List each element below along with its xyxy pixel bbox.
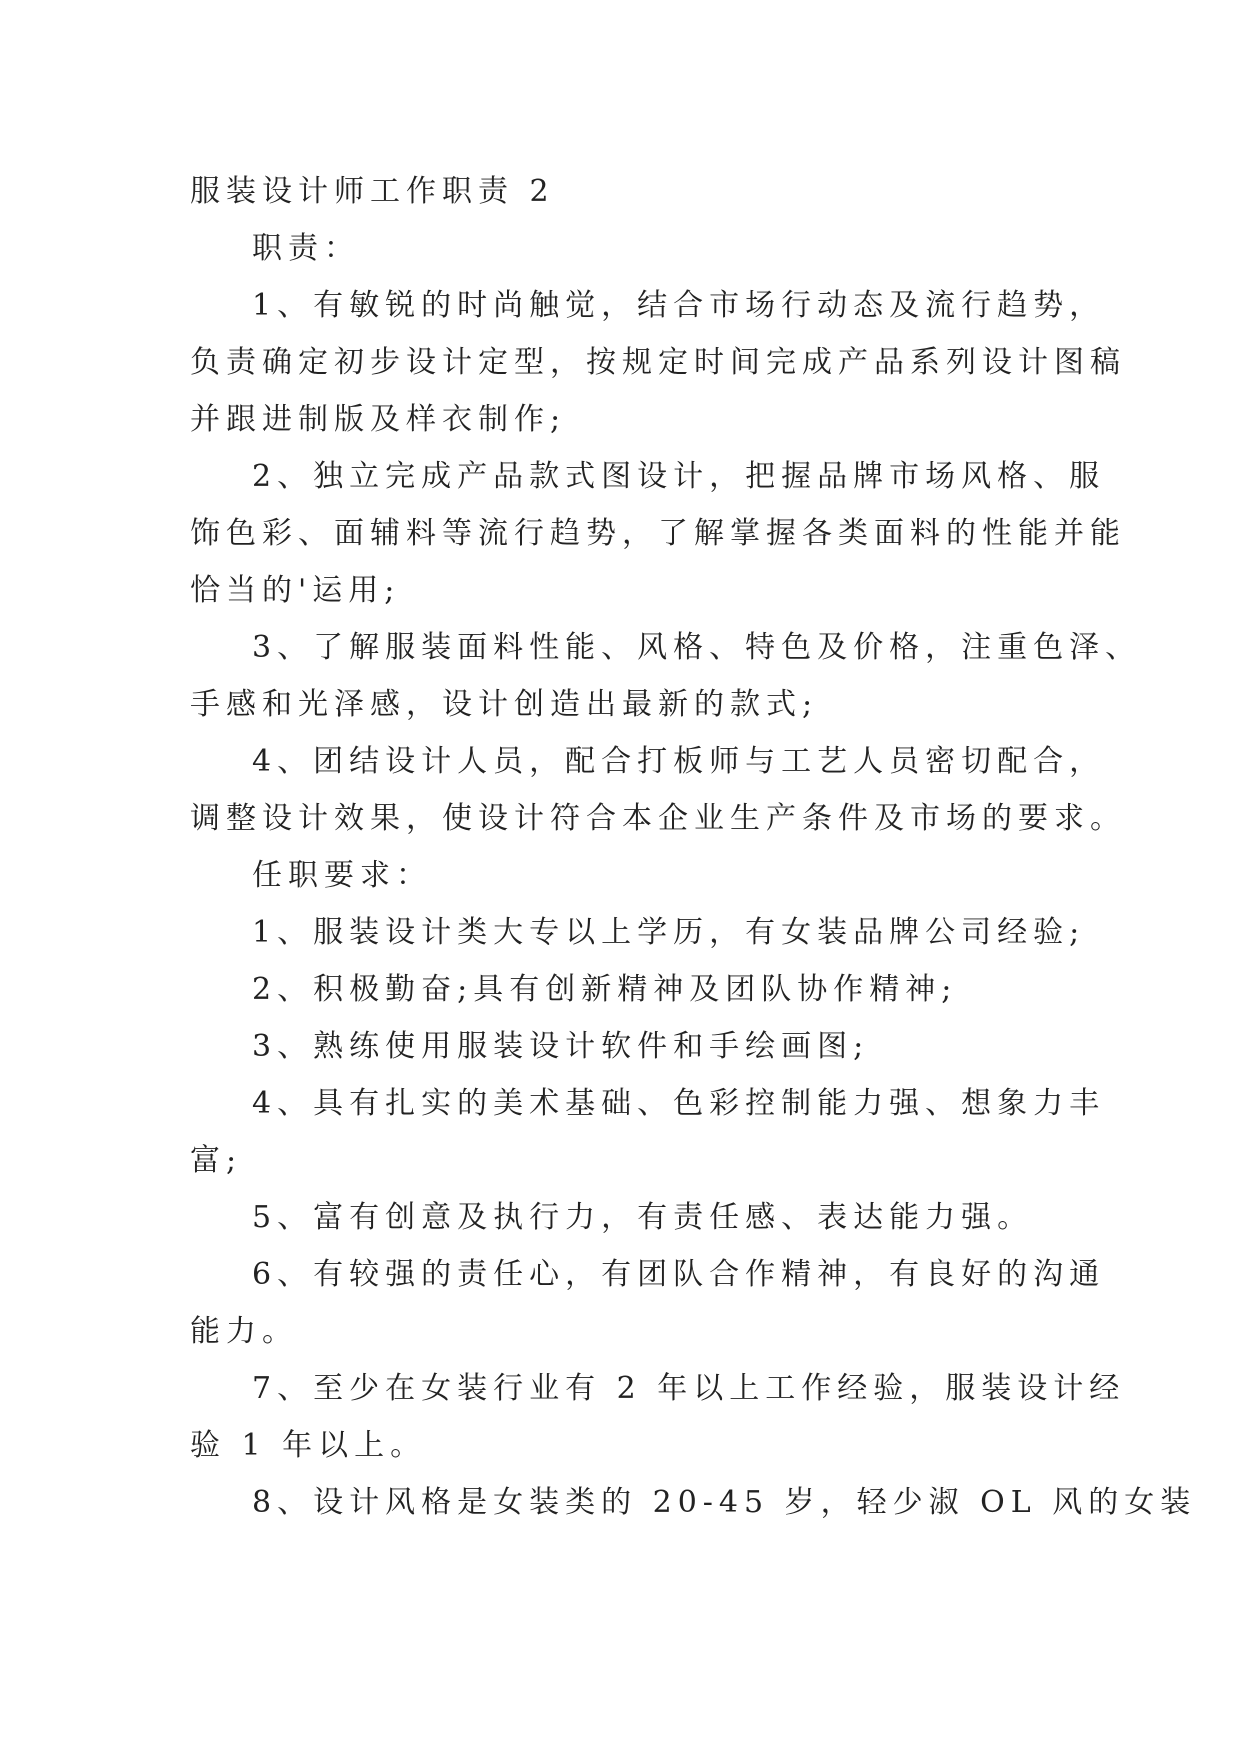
document-page bbox=[190, 163, 1197, 1531]
text-line: 5、富有创意及执行力，有责任感、表达能力强。 bbox=[252, 1200, 1034, 1235]
text-line: 负责确定初步设计定型，按规定时间完成产品系列设计图稿 bbox=[190, 345, 1126, 380]
text-line: 职责： bbox=[252, 231, 360, 266]
text-line: 验 1 年以上。 bbox=[190, 1428, 427, 1463]
document-title: 服装设计师工作职责 2 bbox=[190, 174, 555, 209]
text-line: 7、至少在女装行业有 2 年以上工作经验，服装设计经 bbox=[252, 1371, 1126, 1406]
text-line: 并跟进制版及样衣制作; bbox=[190, 402, 567, 437]
text-line: 4、具有扎实的美术基础、色彩控制能力强、想象力丰 bbox=[252, 1086, 1106, 1121]
document-body bbox=[190, 220, 1197, 1531]
text-line: 调整设计效果，使设计符合本企业生产条件及市场的要求。 bbox=[190, 801, 1126, 836]
text-line: 手感和光泽感，设计创造出最新的款式; bbox=[190, 687, 819, 722]
text-line: 3、熟练使用服装设计软件和手绘画图; bbox=[252, 1029, 870, 1064]
text-line: 4、团结设计人员，配合打板师与工艺人员密切配合， bbox=[252, 744, 1106, 779]
text-line: 饰色彩、面辅料等流行趋势，了解掌握各类面料的性能并能 bbox=[190, 516, 1126, 551]
text-line: 3、了解服装面料性能、风格、特色及价格，注重色泽、 bbox=[252, 630, 1142, 665]
text-line: 任职要求： bbox=[252, 858, 432, 893]
text-line: 恰当的'运用; bbox=[190, 573, 401, 608]
text-line: 2、积极勤奋;具有创新精神及团队协作精神; bbox=[252, 972, 958, 1007]
text-line: 2、独立完成产品款式图设计，把握品牌市场风格、服 bbox=[252, 459, 1106, 494]
text-line: 富; bbox=[190, 1143, 243, 1178]
text-line: 1、服装设计类大专以上学历，有女装品牌公司经验; bbox=[252, 915, 1086, 950]
text-line: 6、有较强的责任心，有团队合作精神，有良好的沟通 bbox=[252, 1257, 1106, 1292]
text-line: 8、设计风格是女装类的 20-45 岁，轻少淑 OL 风的女装 bbox=[252, 1485, 1197, 1520]
text-line: 1、有敏锐的时尚触觉，结合市场行动态及流行趋势， bbox=[252, 288, 1106, 323]
text-line: 能力。 bbox=[190, 1314, 298, 1349]
